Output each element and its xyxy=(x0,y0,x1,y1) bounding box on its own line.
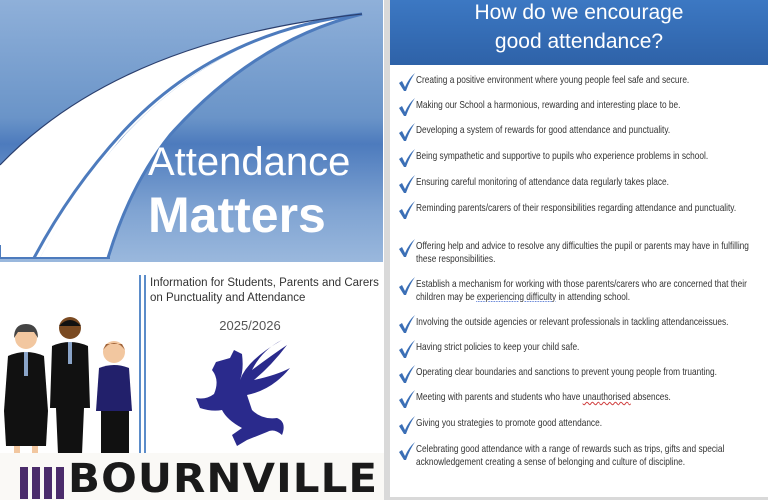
checkmark-icon xyxy=(398,72,416,92)
text: Being sympathetic and supportive to pupils who experience problems in school. xyxy=(416,151,709,162)
school-name: BOURNVILLE xyxy=(68,456,379,500)
list-item-text xyxy=(416,317,766,330)
text: Meeting with parents and students who have xyxy=(416,392,583,403)
page-heading xyxy=(390,0,768,65)
cover-subtitle: Information for Students, Parents and Carers on Punctuality and Attendance xyxy=(150,277,379,304)
list-item-text xyxy=(416,342,766,355)
text: Ensuring careful monitoring of attendance data regularly takes place. xyxy=(416,177,669,188)
list-item-text xyxy=(416,125,766,138)
text: Celebrating good attendance with a range of rewards such as trips, gifts and special acknowledgement creating a sense of belonging and culture of discipline. xyxy=(416,444,725,468)
list-item-text xyxy=(416,367,766,380)
list-item-text xyxy=(416,418,766,431)
text: Having strict policies to keep your child safe. xyxy=(416,342,580,353)
checkmark-icon xyxy=(398,389,416,409)
text: in attending school. xyxy=(556,291,631,303)
list-item-text xyxy=(416,241,766,266)
text: Offering help and advice to resolve any difficulties the pupil or parents may have in fulfilling these responsibilities. xyxy=(416,241,749,265)
checkmark-icon xyxy=(398,238,416,258)
info-page xyxy=(390,0,768,497)
checkmark-icon xyxy=(398,441,416,461)
text: Reminding parents/carers of their responsibilities regarding attendance and punctuality. xyxy=(416,203,737,214)
text: Operating clear boundaries and sanctions to prevent young people from truanting. xyxy=(416,367,717,378)
text: Involving the outside agencies or relevant professionals in tackling attendanceissues. xyxy=(416,317,729,328)
text: Developing a system of rewards for good attendance and punctuality. xyxy=(416,125,671,136)
list-item-text xyxy=(416,279,766,304)
checkmark-icon xyxy=(398,314,416,334)
text: Making our School a harmonious, rewarding and interesting place to be. xyxy=(416,100,681,111)
list-item-text xyxy=(416,177,766,190)
list-item-text xyxy=(416,392,766,405)
list-item-text xyxy=(416,75,766,88)
checkmark-icon xyxy=(398,174,416,194)
list-item-text xyxy=(416,203,766,216)
spellcheck-flagged-text: unauthorised xyxy=(582,392,631,403)
list-item-text xyxy=(416,444,766,469)
checkmark-icon xyxy=(398,276,416,296)
cover-hero xyxy=(0,0,383,262)
list-item-text xyxy=(416,151,766,164)
school-brand-banner xyxy=(0,453,384,500)
checkmark-icon xyxy=(398,148,416,168)
text: Giving you strategies to promote good attendance. xyxy=(416,418,603,429)
school-logo-bars xyxy=(20,467,66,499)
checkmark-icon xyxy=(398,339,416,359)
checkmark-icon xyxy=(398,122,416,142)
divider-line xyxy=(144,275,146,453)
heading-line1: How do we encourage xyxy=(474,1,684,24)
divider-line xyxy=(139,275,141,453)
cover-title-line2: Matters xyxy=(148,187,326,243)
griffin-crest-icon xyxy=(192,340,297,446)
cover-year: 2025/2026 xyxy=(219,318,281,333)
checkmark-icon xyxy=(398,364,416,384)
text: Creating a positive environment where young people feel safe and secure. xyxy=(416,75,690,86)
checkmark-icon xyxy=(398,200,416,220)
list-item-text xyxy=(416,100,766,113)
spellcheck-flagged-text: experiencing difficulty xyxy=(476,291,557,303)
text: Establish a mechanism for working with those parents/carers who are concerned that their children may be xyxy=(416,279,747,303)
text: absences. xyxy=(630,392,671,403)
heading-line2: good attendance? xyxy=(494,30,664,53)
cover-title-line1: Attendance xyxy=(148,140,351,184)
checkmark-icon xyxy=(398,415,416,435)
checkmark-icon xyxy=(398,97,416,117)
students-illustration xyxy=(4,316,139,456)
